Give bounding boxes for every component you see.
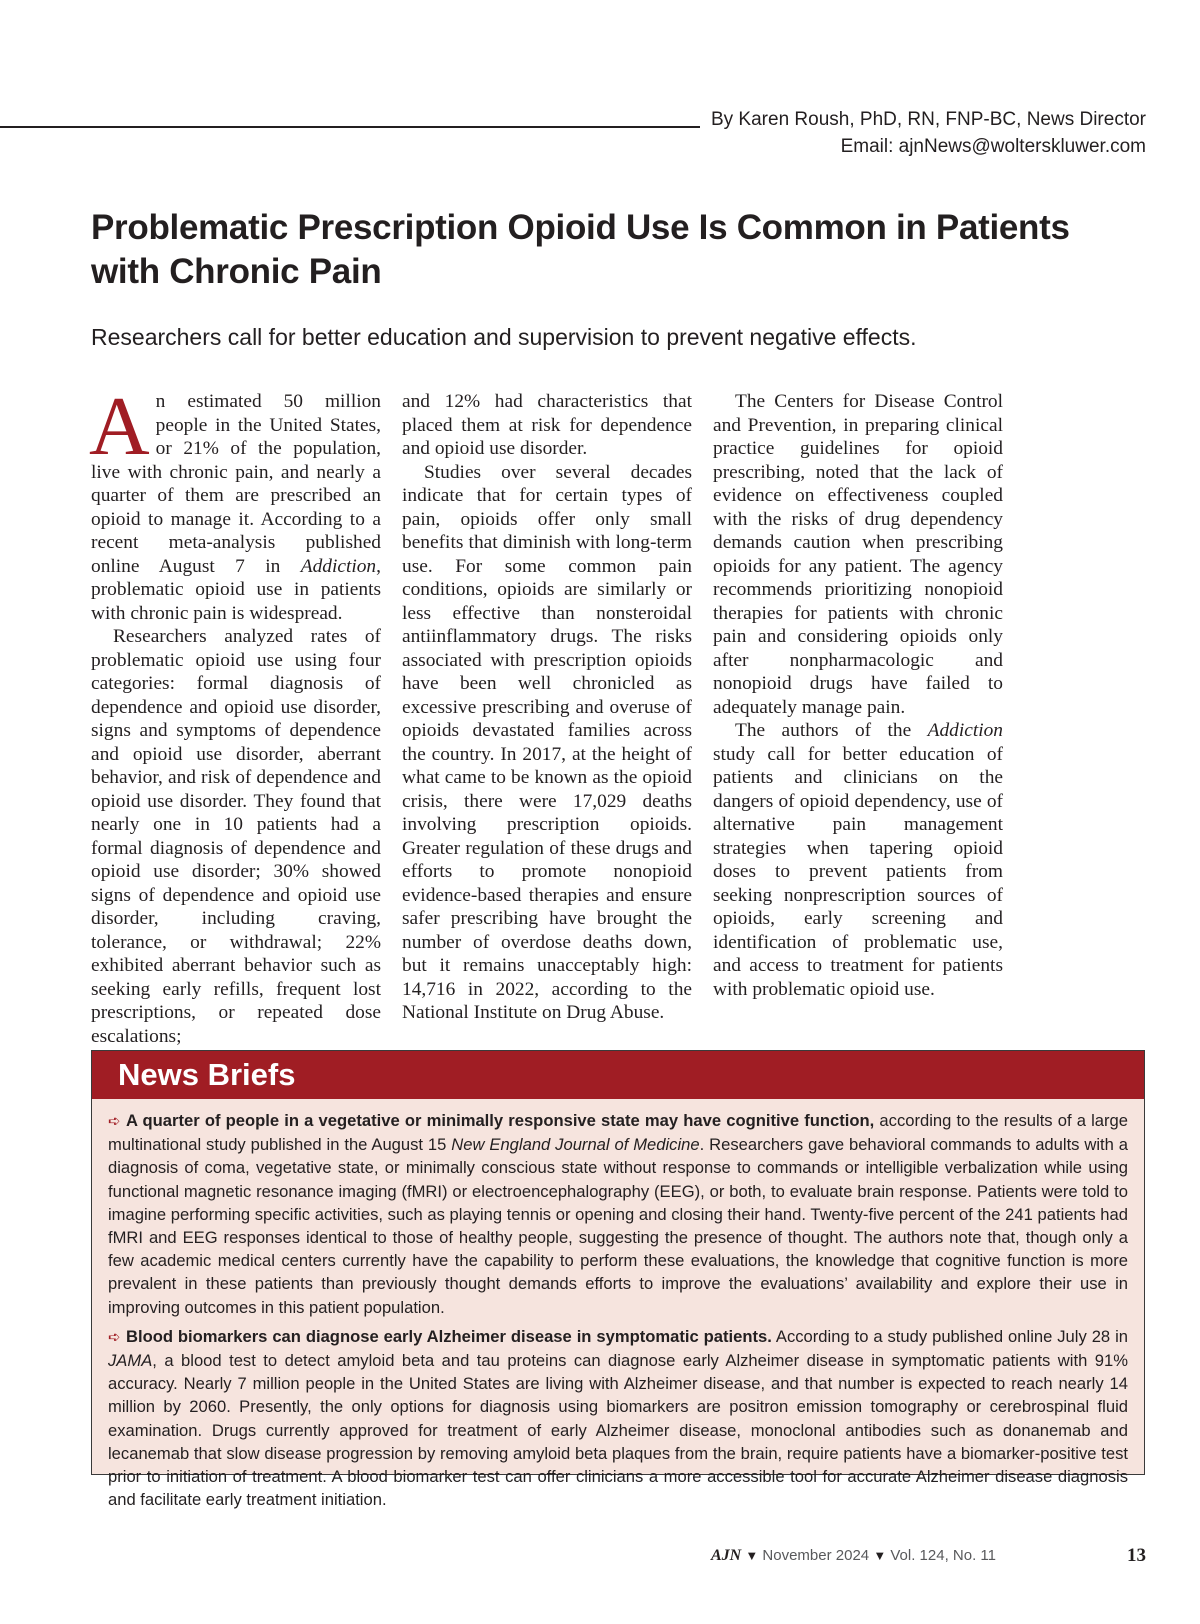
journal-abbrev: AJN [710,1547,742,1564]
journal-name: JAMA [108,1351,153,1371]
triangle-icon: ▼ [745,1548,759,1563]
author-line: By Karen Roush, PhD, RN, FNP-BC, News Director [710,109,1146,130]
journal-name: Addiction [300,555,377,577]
news-briefs-title: News Briefs [118,1057,296,1092]
article-column-2 [402,390,692,1025]
news-briefs-body [92,1099,1144,1511]
article-paragraph-3: Studies over several decades indicate that for certain types of pain, opioids offer only small benefits that diminish with long-term use. For some common pain conditions, opioids are similarly or less effective than nonsteroidal antiinflammatory drugs. The risks associated with prescription opioids have been well chronicled as excessive prescribing and overuse of opioids devastated families across the country. In 2017, at the height of what came to be known as the opioid crisis, there were 17,029 deaths involving prescription opioids. Greater regulation of these drugs and efforts to promote nonopioid evidence-based therapies and ensure safer prescribing have brought the number of overdose deaths down, but it remains unacceptably high: 14,716 in 2022, according to the National Institute on Drug Abuse. [402,461,692,1023]
triangle-icon: ▼ [873,1548,887,1563]
drop-cap: A [89,380,150,473]
brief-item-2-lead: Blood biomarkers can diagnose early Alzheimer disease in symptomatic patients. [126,1326,772,1346]
footer-journal-info [711,1547,996,1565]
issue-date: November 2024 [762,1547,870,1564]
news-briefs-box [91,1050,1145,1510]
hollow-right-arrow-icon: ➪ [108,1113,121,1130]
byline [711,106,1146,160]
article-column-3 [713,390,1003,1001]
volume-info: Vol. 124, No. 11 [890,1547,996,1564]
page-footer [600,1545,1146,1571]
hollow-right-arrow-icon: ➪ [108,1328,121,1346]
article-paragraph-1: An estimated 50 million people in the United States, or 21% of the population, live with chronic pain, and nearly a quarter of them are prescribed an opioid to manage it. According to a recent meta-analysis published online August 7 in Addiction, problematic opioid use in patients with chronic pain is widespread. [89,380,381,624]
journal-name: New England Journal of Medicine [451,1135,700,1155]
news-briefs-header [92,1051,1144,1099]
email-line[interactable]: Email: ajnNews@wolterskluwer.com [840,136,1146,157]
article-deck: Researchers call for better education and supervision to prevent negative effects. [91,324,917,350]
article-paragraph-2: Researchers analyzed rates of problematic opioid use using four categories: formal diagnosis of dependence and opioid use disorder, signs and symptoms of dependence and opioid use disorder, aberrant behavior, and risk of dependence and opioid use disorder. They found that nearly one in 10 patients had a formal diagnosis of dependence and opioid use disorder; 30% showed signs of dependence and opioid use disorder, including craving, tolerance, or withdrawal; 22% exhibited aberrant behavior such as seeking early refills, frequent lost prescriptions, or repeated dose escalations; [91,626,381,1047]
article-paragraph-5: The authors of the Addiction study call for better education of patients and clinicians on the dangers of opioid dependency, use of alternative pain management strategies when tapering opioid doses to prevent patients from seeking nonprescription sources of opioids, early screening and identification of problematic use, and access to treatment for patients with problematic opioid use. [713,720,1003,1000]
brief-item-1-lead: A quarter of people in a vegetative or minimally responsive state may have cognitive function, [126,1111,875,1130]
header-rule [0,126,700,128]
brief-item-1: ➪ A quarter of people in a vegetative or minimally responsive state may have cognitive function, according to the results of a large multinational study published in the August 15 New England Journal of Medicine. Researchers gave behavioral commands to adults with a diagnosis of coma, vegetative state, or minimally conscious state without response to commands or intelligible verbalization while using functional magnetic resonance imaging (fMRI) or electroencephalography (EEG), or both, to evaluate brain response. Patients were told to imagine performing specific activities, such as playing tennis or opening and closing their hand. Twenty-five percent of the 241 patients had fMRI and EEG responses identical to those of healthy people, suggesting the presence of thought. The authors note that, though only a few academic medical centers currently have the capability to perform these evaluations, the knowledge that cognitive function is more prevalent in these patients than previously thought demands efforts to improve the evaluations’ availability and explore their use in improving outcomes in this patient population. [108,1111,1128,1317]
page-number: 13 [1127,1545,1146,1566]
article-paragraph-2-continued: and 12% had characteristics that placed them at risk for dependence and opioid use disorder. [402,391,692,459]
brief-item-2: ➪ Blood biomarkers can diagnose early Alzheimer disease in symptomatic patients. According to a study published online July 28 in JAMA, a blood test to detect amyloid beta and tau proteins can diagnose early Alzheimer disease in symptomatic patients with 91% accuracy. Nearly 7 million people in the United States are living with Alzheimer disease, and that number is expected to reach nearly 14 million by 2060. Presently, the only options for diagnosis using biomarkers are positron emission tomography or cerebrospinal fluid examination. Drugs currently approved for treatment of early Alzheimer disease, monoclonal antibodies such as donanemab and lecanemab that slow disease progression by removing amyloid beta plaques from the brain, require patients have a biomarker-positive test prior to initiation of treatment. A blood biomarker test can offer clinicians a more accessible tool for accurate Alzheimer disease diagnosis and facilitate early treatment initiation. [108,1326,1128,1510]
journal-name: Addiction [927,720,1003,741]
article-column-1 [89,380,381,1048]
article-paragraph-4: The Centers for Disease Control and Prevention, in preparing clinical practice guidelines for opioid prescribing, noted that the lack of evidence on effectiveness coupled with the risks of drug dependency demands caution when prescribing opioids for any patient. The agency recommends prioritizing nonopioid therapies for patients with chronic pain and considering opioids only after nonpharmacologic and nonopioid drugs have failed to adequately manage pain. [713,391,1003,718]
article-headline: Problematic Prescription Opioid Use Is Common in Patients with Chronic Pain [91,208,1070,291]
